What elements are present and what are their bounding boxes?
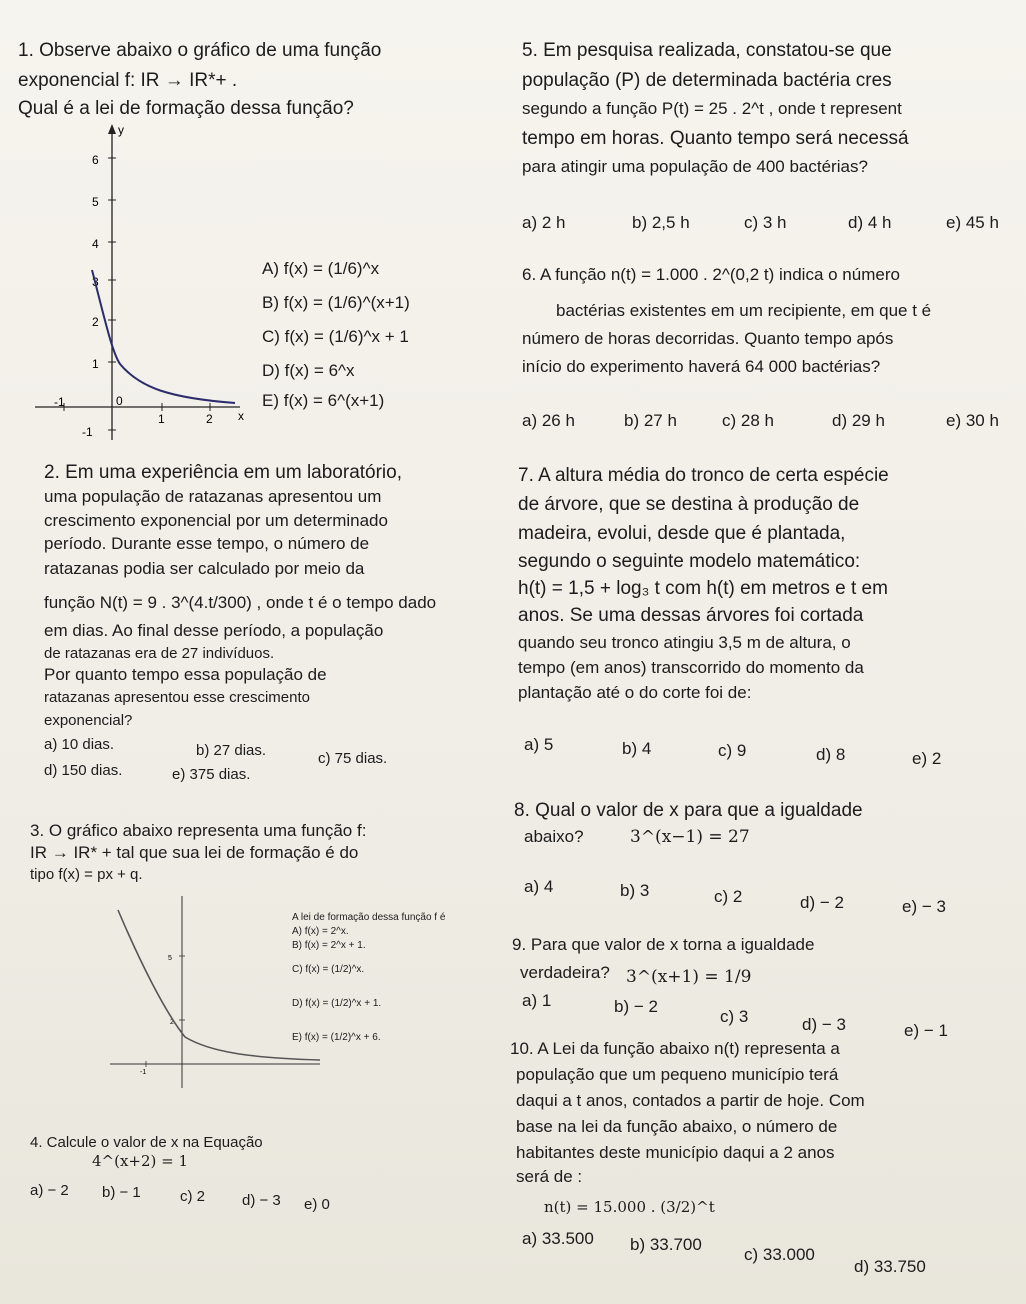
q1-graph	[30, 120, 260, 450]
q9-answer-b: b) − 2	[614, 997, 658, 1016]
q1-ytick-6: 6	[92, 153, 99, 167]
q4-line1: 4. Calcule o valor de x na Equação	[30, 1134, 263, 1151]
q6-answer-b: b) 27 h	[624, 411, 677, 430]
q2-line4: período. Durante esse tempo, o número de	[44, 534, 370, 553]
q1-y-arrow	[108, 124, 116, 134]
q7-line3: madeira, evolui, desde que é plantada,	[518, 523, 846, 544]
q7-answer-b: b) 4	[622, 739, 652, 758]
q3-line1: 3. O gráfico abaixo representa uma função f:	[30, 821, 367, 840]
q4-answer-b: b) − 1	[102, 1184, 141, 1201]
q1-line1: 1. Observe abaixo o gráfico de uma função	[18, 40, 382, 61]
q9-answer-d: d) − 3	[802, 1015, 846, 1034]
q3-option-a: A) f(x) = 2^x.	[292, 926, 349, 937]
q7-line1: 7. A altura média do tronco de certa espécie	[518, 465, 889, 486]
q9-answer-e: e) − 1	[904, 1021, 948, 1040]
q1-x-label: x	[238, 409, 244, 423]
q7-line5: h(t) = 1,5 + log₃ t com h(t) em metros e t em	[518, 578, 888, 599]
q3-xtick-neg1: -1	[140, 1069, 147, 1076]
q6-line3: número de horas decorridas. Quanto tempo após	[522, 329, 894, 348]
q2-line5: ratazanas podia ser calculado por meio da	[44, 559, 365, 578]
q1-ytick-3: 3	[92, 275, 99, 289]
q1-line3: Qual é a lei de formação dessa função?	[18, 98, 354, 119]
q5-line1: 5. Em pesquisa realizada, constatou-se que	[522, 40, 892, 61]
q3-line2: IR → IR* + tal que sua lei de formação é do	[30, 843, 359, 862]
q2-line8: de ratazanas era de 27 indivíduos.	[44, 645, 275, 662]
q6-answer-d: d) 29 h	[832, 411, 885, 430]
q1-ytick-4: 4	[92, 237, 99, 251]
q10-line1: 10. A Lei da função abaixo n(t) representa a	[510, 1039, 840, 1058]
q5-answer-b: b) 2,5 h	[632, 213, 690, 232]
q5-answer-a: a) 2 h	[522, 213, 566, 232]
q1-ytick-5: 5	[92, 195, 99, 209]
q8-answer-e: e) − 3	[902, 897, 946, 916]
q3-option-c: C) f(x) = (1/2)^x.	[292, 964, 365, 975]
q10-line2: população que um pequeno município terá	[516, 1065, 839, 1084]
q7-answer-d: d) 8	[816, 745, 846, 764]
q7-line2: de árvore, que se destina à produção de	[518, 494, 860, 515]
q8-equation: 3^(x−1) = 27	[630, 827, 750, 847]
q10-line3: daqui a t anos, contados a partir de hoje. Com	[516, 1091, 865, 1110]
q2-answer-b: b) 27 dias.	[196, 742, 267, 759]
q7-line6: anos. Se uma dessas árvores foi cortada	[518, 605, 864, 626]
q8-answer-d: d) − 2	[800, 893, 844, 912]
q1-curve	[92, 270, 235, 403]
q3-option-e: E) f(x) = (1/2)^x + 6.	[292, 1032, 381, 1043]
q8-line1: 8. Qual o valor de x para que a igualdade	[514, 800, 863, 821]
q7-answer-e: e) 2	[912, 749, 942, 768]
q1-line2: exponencial f: IR → IR*+ .	[18, 70, 238, 91]
q1-ytick-neg1: -1	[82, 425, 93, 439]
q10-answer-b: b) 33.700	[630, 1235, 702, 1254]
q10-line6: será de :	[516, 1167, 583, 1186]
q4-answer-d: d) − 3	[242, 1192, 281, 1209]
q9-line2: verdadeira?	[520, 963, 610, 982]
q7-line7: quando seu tronco atingiu 3,5 m de altura, o	[518, 633, 851, 652]
q5-answer-d: d) 4 h	[848, 213, 892, 232]
q3-curve	[118, 910, 320, 1060]
q5-line4: tempo em horas. Quanto tempo será necessá	[522, 128, 909, 149]
q5-answer-e: e) 45 h	[946, 213, 999, 232]
q6-answer-e: e) 30 h	[946, 411, 999, 430]
q3-ytick-2: 2	[170, 1019, 174, 1026]
q7-line8: tempo (em anos) transcorrido do momento da	[518, 658, 864, 677]
q1-option-a: A) f(x) = (1/6)^x	[262, 259, 380, 278]
q2-line6: função N(t) = 9 . 3^(4.t/300) , onde t é o tempo dado	[44, 593, 437, 612]
q10-line5: habitantes deste município daqui a 2 anos	[516, 1143, 835, 1162]
q6-line1: 6. A função n(t) = 1.000 . 2^(0,2 t) indica o número	[522, 265, 900, 284]
q1-option-d: D) f(x) = 6^x	[262, 361, 355, 380]
q2-line1: 2. Em uma experiência em um laboratório,	[44, 462, 402, 483]
q5-line2: população (P) de determinada bactéria cres	[522, 70, 892, 91]
q2-line10: ratazanas apresentou esse crescimento	[44, 689, 310, 706]
q2-answer-d: d) 150 dias.	[44, 762, 123, 779]
q3-option-b: B) f(x) = 2^x + 1.	[292, 940, 366, 951]
q2-answer-c: c) 75 dias.	[318, 750, 388, 767]
q7-line4: segundo o seguinte modelo matemático:	[518, 551, 861, 572]
q6-line2: bactérias existentes em um recipiente, em que t é	[556, 301, 932, 320]
q2-line3: crescimento exponencial por um determinado	[44, 511, 388, 530]
q4-answer-a: a) − 2	[30, 1182, 69, 1199]
q2-answer-a: a) 10 dias.	[44, 736, 115, 753]
q2-answer-e: e) 375 dias.	[172, 766, 251, 783]
q8-answer-b: b) 3	[620, 881, 650, 900]
q4-answer-c: c) 2	[180, 1188, 206, 1205]
q6-line4: início do experimento haverá 64 000 bactérias?	[522, 357, 881, 376]
q3-option-d: D) f(x) = (1/2)^x + 1.	[292, 998, 382, 1009]
q2-line11: exponencial?	[44, 712, 133, 729]
q1-ytick-2: 2	[92, 315, 99, 329]
q7-answer-c: c) 9	[718, 741, 747, 760]
q3-prompt: A lei de formação dessa função f é	[292, 912, 446, 923]
q1-option-e: E) f(x) = 6^(x+1)	[262, 391, 385, 410]
q1-ytick-1: 1	[92, 357, 99, 371]
q5-answer-c: c) 3 h	[744, 213, 787, 232]
q6-answer-a: a) 26 h	[522, 411, 575, 430]
q1-option-b: B) f(x) = (1/6)^(x+1)	[262, 293, 410, 312]
q8-line2: abaixo?	[524, 827, 584, 846]
q1-xtick-0: 0	[116, 394, 123, 408]
q10-answer-a: a) 33.500	[522, 1229, 594, 1248]
q5-line5: para atingir uma população de 400 bactérias?	[522, 157, 868, 176]
q3-line3: tipo f(x) = px + q.	[30, 866, 143, 883]
q3-ytick-5: 5	[168, 955, 172, 962]
q10-answer-c: c) 33.000	[744, 1245, 815, 1264]
q1-xtick-neg1: -1	[54, 395, 65, 409]
q4-answer-e: e) 0	[304, 1196, 330, 1213]
q2-line9: Por quanto tempo essa população de	[44, 665, 327, 684]
q6-answer-c: c) 28 h	[722, 411, 774, 430]
q9-answer-c: c) 3	[720, 1007, 749, 1026]
q10-equation: n(t) = 15.000 . (3/2)^t	[544, 1198, 715, 1216]
q1-xtick-2: 2	[206, 412, 213, 426]
q2-line7: em dias. Ao final desse período, a população	[44, 621, 384, 640]
q10-answer-d: d) 33.750	[854, 1257, 926, 1276]
q9-equation: 3^(x+1) = 1/9	[626, 967, 752, 987]
q9-line1: 9. Para que valor de x torna a igualdade	[512, 935, 815, 954]
q1-xtick-1: 1	[158, 412, 165, 426]
q8-answer-c: c) 2	[714, 887, 743, 906]
q8-answer-a: a) 4	[524, 877, 554, 896]
q9-answer-a: a) 1	[522, 991, 552, 1010]
q4-equation: 4^(x+2) = 1	[92, 1152, 189, 1170]
q1-y-label: y	[118, 123, 124, 137]
q5-line3: segundo a função P(t) = 25 . 2^t , onde t represent	[522, 99, 902, 118]
q10-line4: base na lei da função abaixo, o número de	[516, 1117, 838, 1136]
q7-answer-a: a) 5	[524, 735, 554, 754]
q2-line2: uma população de ratazanas apresentou um	[44, 487, 382, 506]
q7-line9: plantação até o do corte foi de:	[518, 683, 752, 702]
q1-option-c: C) f(x) = (1/6)^x + 1	[262, 327, 409, 346]
